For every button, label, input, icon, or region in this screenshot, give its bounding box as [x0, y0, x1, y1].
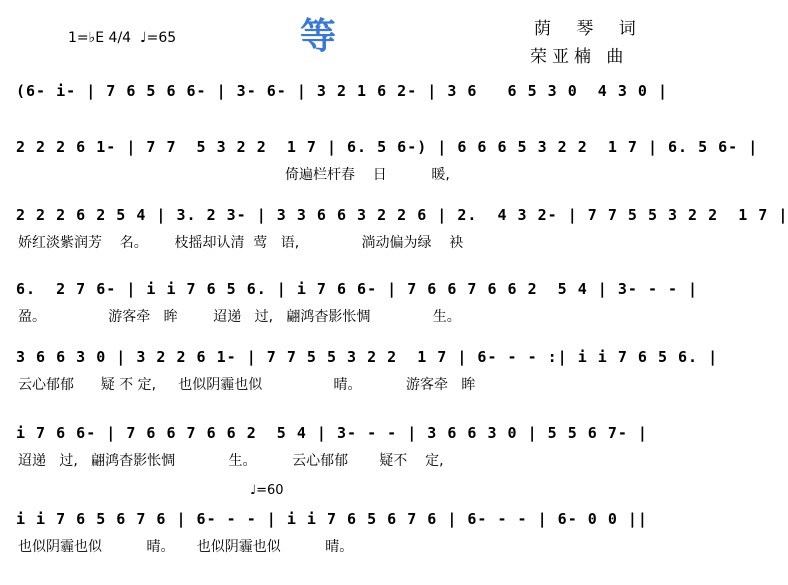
tempo-marking: ♩=65 — [140, 30, 177, 46]
score-row-5 — [0, 348, 719, 418]
notation-line: i 7 6 6- | 7 6 6 7 6 6 2 5 4 | 3- - - | 3 6 6 3 0 | 5 5 6 7- | — [16, 424, 648, 442]
notation-line: 3 6 6 3 0 | 3 2 2 6 1- | 7 7 5 5 3 2 2 1 7 | 6- - - :| i i 7 6 5 6. | — [16, 348, 719, 366]
key-signature: 1=♭E 4/4 — [68, 30, 132, 46]
score-row-7 — [0, 510, 684, 580]
notation-line: (6- i- | 7 6 5 6 6- | 3- 6- | 3 2 1 6 2- | 3 6 6 5 3 0 4 3 0 | — [16, 82, 668, 100]
lyricist-credit: 荫 琴 词 — [534, 19, 646, 39]
score-row-3 — [0, 206, 788, 276]
notation-line: i i 7 6 5 6 7 6 | 6- - - | i i 7 6 5 6 7 6 | 6- - - | 6- 0 0 || — [16, 510, 648, 528]
lyrics-line: 倚遍栏杆春 日 暖, — [18, 167, 450, 183]
lyrics-line: 娇红淡紫润芳 名。 枝摇却认清 莺 语, 淌动偏为绿 袂 — [18, 235, 464, 251]
lyrics-line: 也似阴霾也似 晴。 也似阴霾也似 晴。 — [18, 539, 354, 555]
lyrics-line: 云心郁郁 疑 不 定, 也似阴霾也似 晴。 游客牵 眸 — [18, 377, 476, 393]
notation-line: 2 2 2 6 2 5 4 | 3. 2 3- | 3 3 6 6 3 2 2 6 | 2. 4 3 2- | 7 7 5 5 3 2 2 1 7 | — [16, 206, 788, 224]
score-row-6 — [0, 424, 684, 494]
song-title: 等 — [300, 16, 339, 57]
composer-credit: 荣亚楠 曲 — [530, 47, 629, 67]
tempo-change-marking: ♩=60 — [250, 483, 284, 498]
score-row-2 — [0, 138, 759, 208]
score-row-4 — [0, 280, 699, 350]
lyrics-line: 迢递 过, 翩鸿杳影怅惆 生。 云心郁郁 疑不 定, — [18, 453, 444, 469]
notation-line: 2 2 2 6 1- | 7 7 5 3 2 2 1 7 | 6. 5 6-) | 6 6 6 5 3 2 2 1 7 | 6. 5 6- | — [16, 138, 759, 156]
lyrics-line: 盈。 游客牵 眸 迢递 过, 翩鸿杳影怅惆 生。 — [18, 309, 461, 325]
notation-line: 6. 2 7 6- | i i 7 6 5 6. | i 7 6 6- | 7 6 6 7 6 6 2 5 4 | 3- - - | — [16, 280, 699, 298]
